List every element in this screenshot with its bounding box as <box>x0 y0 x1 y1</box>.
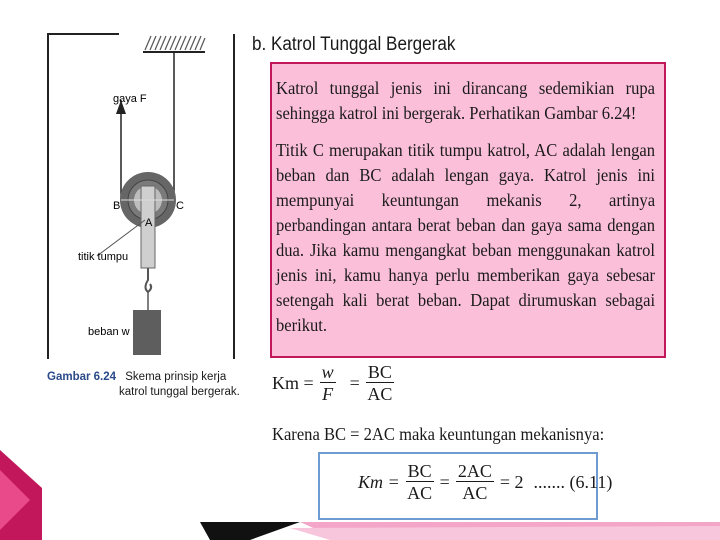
formula-1-fraction-1 <box>320 362 336 405</box>
ceiling-hatch <box>143 34 205 52</box>
formula-2-num-2: 2AC <box>457 461 492 481</box>
karena-text: Karena BC = 2AC maka keuntungan mekanisnya: <box>272 424 605 444</box>
paragraph-1: Katrol tunggal jenis ini dirancang sedemikian rupa sehingga katrol ini bergerak. Perhatikan Gambar 6.24! <box>276 78 656 123</box>
formula-1-lhs: Km = <box>272 373 314 393</box>
load-label: beban w <box>88 326 130 338</box>
paragraph-2: Titik C merupakan titik tumpu katrol, AC adalah lengan beban dan BC adalah lengan gaya. Katrol jenis ini mempunyai keuntungan mekanis 2, artinya perbandingan antara berat beban dan gaya sama dengan dua. Jika kamu mengangkat beban menggunakan katrol jenis ini, kamu hanya perlu memberikan gaya sebesar setengah kali berat beban. Dapat dirumuskan sebagai berikut. <box>276 140 656 335</box>
caption-number: Gambar 6.24 <box>47 371 117 383</box>
caption-line-1: Skema prinsip kerja <box>125 371 227 383</box>
formula-2-den-1: AC <box>407 483 433 503</box>
formula-1-num-1: w <box>321 362 334 382</box>
bottom-decoration <box>0 430 720 540</box>
deco-light-pink-swoosh <box>290 526 720 540</box>
hook <box>146 268 152 292</box>
formula-2-equals-1: = <box>439 472 450 492</box>
formula-1-num-2: BC <box>367 362 392 382</box>
formula-1-den-1: F <box>322 384 334 404</box>
formula-2-num-1: BC <box>407 461 432 481</box>
point-a-label: A <box>145 217 153 229</box>
formula-1-equals: = <box>349 373 360 393</box>
formula-2-ref: ....... (6.11) <box>533 472 613 492</box>
formula-2-lhs: Km = <box>358 472 400 492</box>
force-label: gaya F <box>113 93 147 105</box>
point-c-label: C <box>176 200 184 212</box>
formula-km-1 <box>272 362 394 405</box>
pulley-diagram <box>47 30 247 362</box>
caption-line-2: katrol tunggal bergerak. <box>119 386 240 398</box>
pivot-label: titik tumpu <box>78 251 129 263</box>
formula-2-result: = 2 <box>499 472 524 492</box>
formula-1-fraction-2 <box>366 362 394 405</box>
figure-caption <box>47 370 247 400</box>
formula-2-den-2: AC <box>462 483 488 503</box>
section-heading: b. Katrol Tunggal Bergerak <box>252 34 456 55</box>
formula-1-den-2: AC <box>367 384 393 404</box>
point-b-label: B <box>113 200 121 212</box>
load-block <box>133 310 161 355</box>
